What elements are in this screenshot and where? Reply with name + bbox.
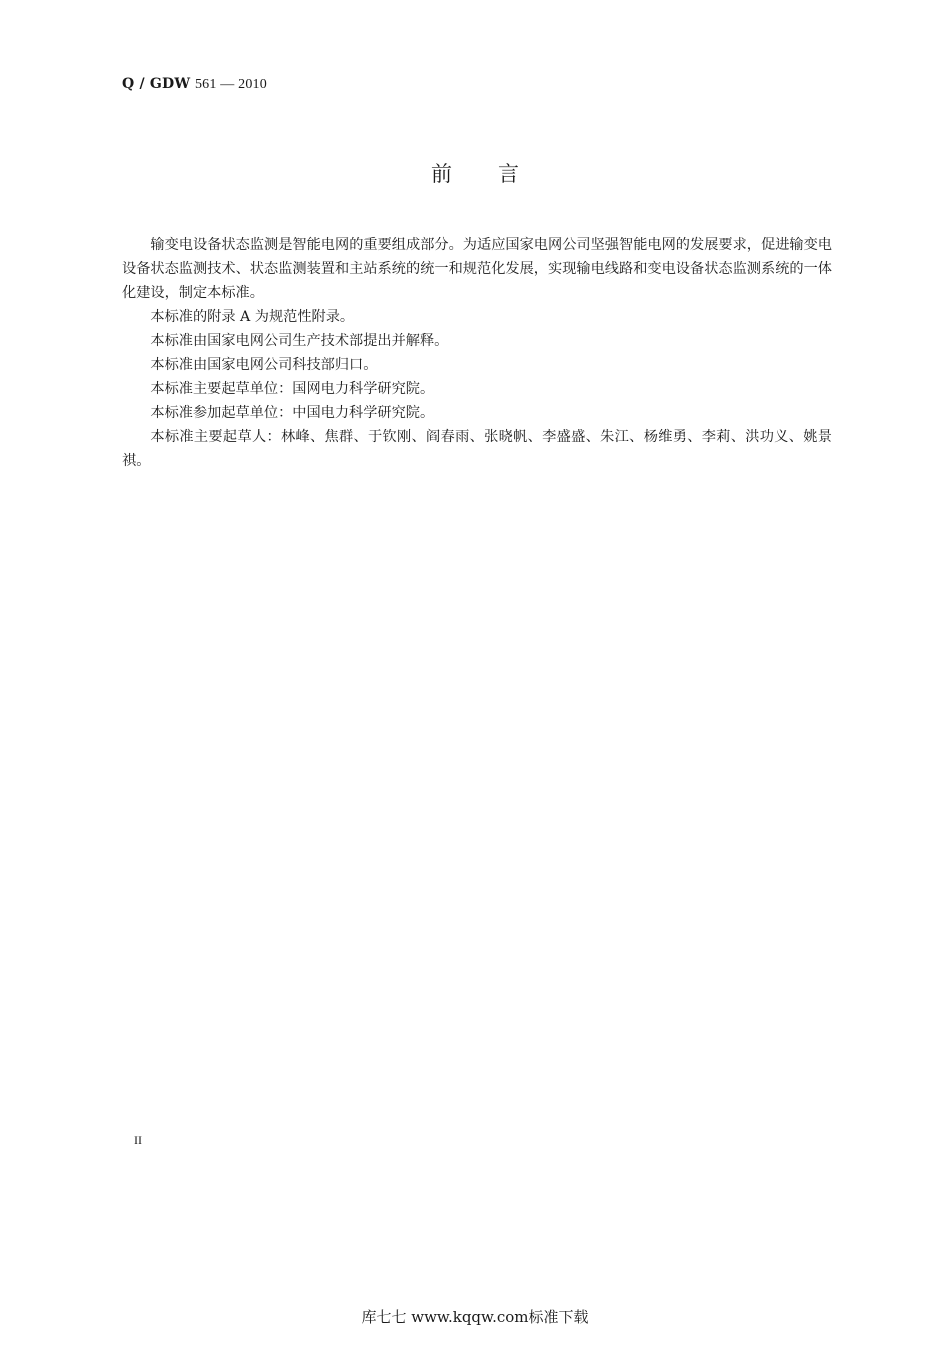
paragraph-intro: 输变电设备状态监测是智能电网的重要组成部分。为适应国家电网公司坚强智能电网的发展要求，促进输变电设备状态监测技术、状态监测装置和主站系统的统一和规范化发展，实现输电线路和变电设备状态监测系统的一体化建设，制定本标准。: [122, 237, 832, 301]
page-number: II: [134, 1133, 142, 1147]
document-body: [122, 233, 832, 473]
page-title: 前言: [431, 162, 565, 186]
paragraph-appendix: 本标准的附录 A 为规范性附录。: [150, 309, 355, 325]
footer-watermark: 库七七 www.kqqw.com标准下载: [361, 1308, 589, 1326]
paragraph-proposer: 本标准由国家电网公司生产技术部提出并解释。: [150, 333, 449, 349]
paragraph-drafters: 本标准主要起草人：林峰、焦群、于钦刚、阎春雨、张晓帆、李盛盛、朱江、杨维勇、李莉、洪功义、姚景祺。: [122, 429, 832, 469]
paragraph-participating-unit: 本标准参加起草单位：中国电力科学研究院。: [150, 405, 435, 421]
standard-number: 561 — 2010: [194, 77, 267, 92]
paragraph-main-drafter-unit: 本标准主要起草单位：国网电力科学研究院。: [150, 381, 435, 397]
standard-code: Q / GDW: [122, 76, 191, 92]
document-header: [122, 76, 267, 93]
paragraph-management: 本标准由国家电网公司科技部归口。: [150, 357, 378, 373]
